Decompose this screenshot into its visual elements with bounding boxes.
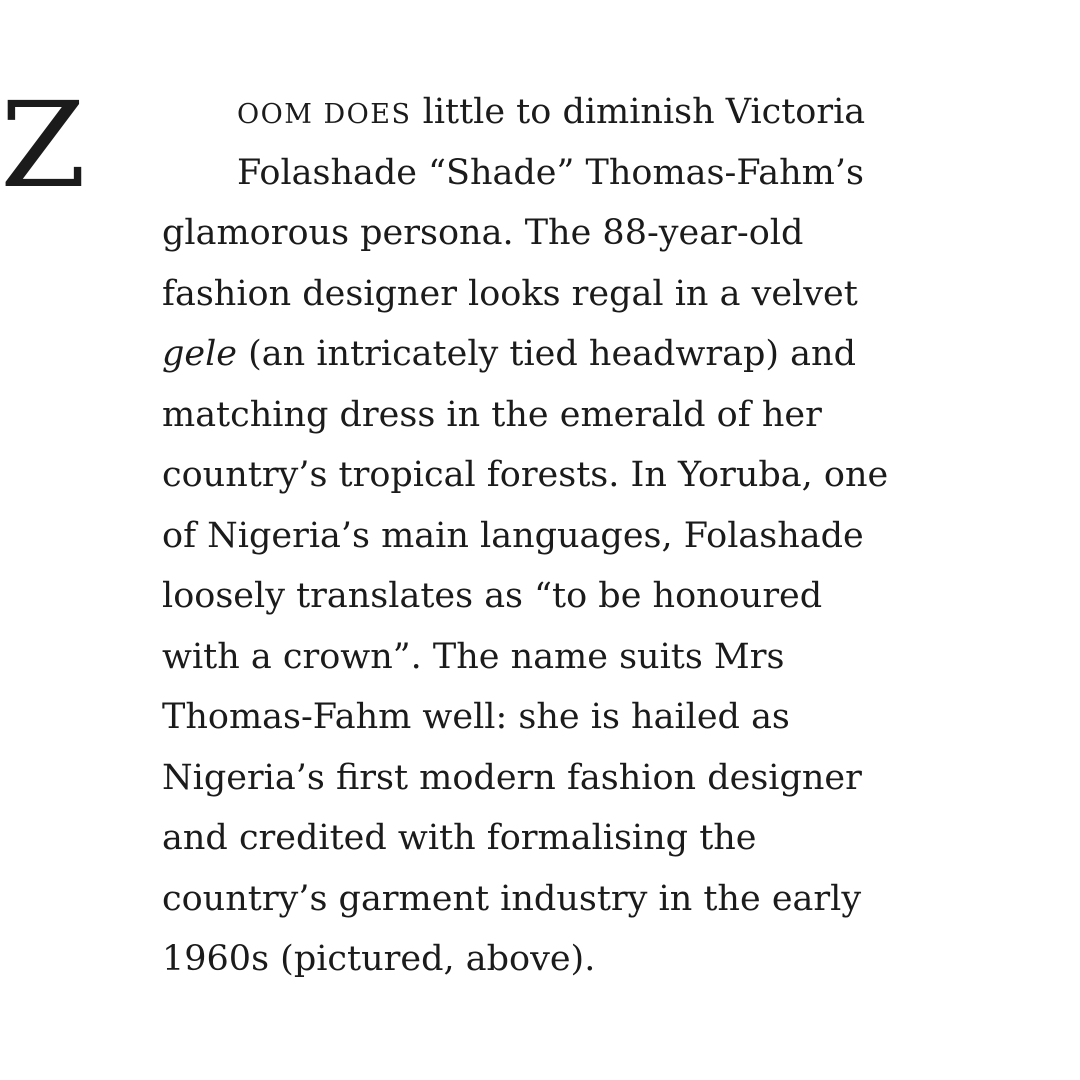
line-5-text: (an intricately tied headwrap) and: [237, 334, 856, 374]
text-line-2: Folashade “Shade” Thomas-Fahm’s: [237, 152, 864, 193]
text-line-10: with a crown”. The name suits Mrs: [162, 636, 785, 677]
text-line-14: country’s garment industry in the early: [162, 878, 862, 919]
lead-in-small-caps: OOM DOES: [237, 99, 412, 130]
text-line-6: matching dress in the emerald of her: [162, 394, 822, 435]
text-line-1: [162, 82, 922, 143]
text-line-13: and credited with formalising the: [162, 818, 757, 858]
text-line-8: of Nigeria’s main languages, Folashade: [162, 515, 864, 556]
text-line-15: 1960s (pictured, above).: [162, 939, 596, 979]
text-line-12: Nigeria’s first modern fashion designer: [162, 757, 862, 798]
drop-cap: Z: [0, 76, 87, 214]
article-body: [162, 82, 922, 990]
line-1-text: little to diminish Victoria: [411, 92, 866, 132]
text-line-5: [162, 324, 922, 385]
text-line-11: Thomas-Fahm well: she is hailed as: [162, 697, 790, 737]
text-line-7: country’s tropical forests. In Yoruba, one: [162, 455, 889, 495]
text-line-4: fashion designer looks regal in a velvet: [162, 273, 858, 314]
italic-term-gele: gele: [162, 334, 238, 374]
text-line-9: loosely translates as “to be honoured: [162, 576, 823, 616]
text-line-3: glamorous persona. The 88-year-old: [162, 213, 804, 253]
